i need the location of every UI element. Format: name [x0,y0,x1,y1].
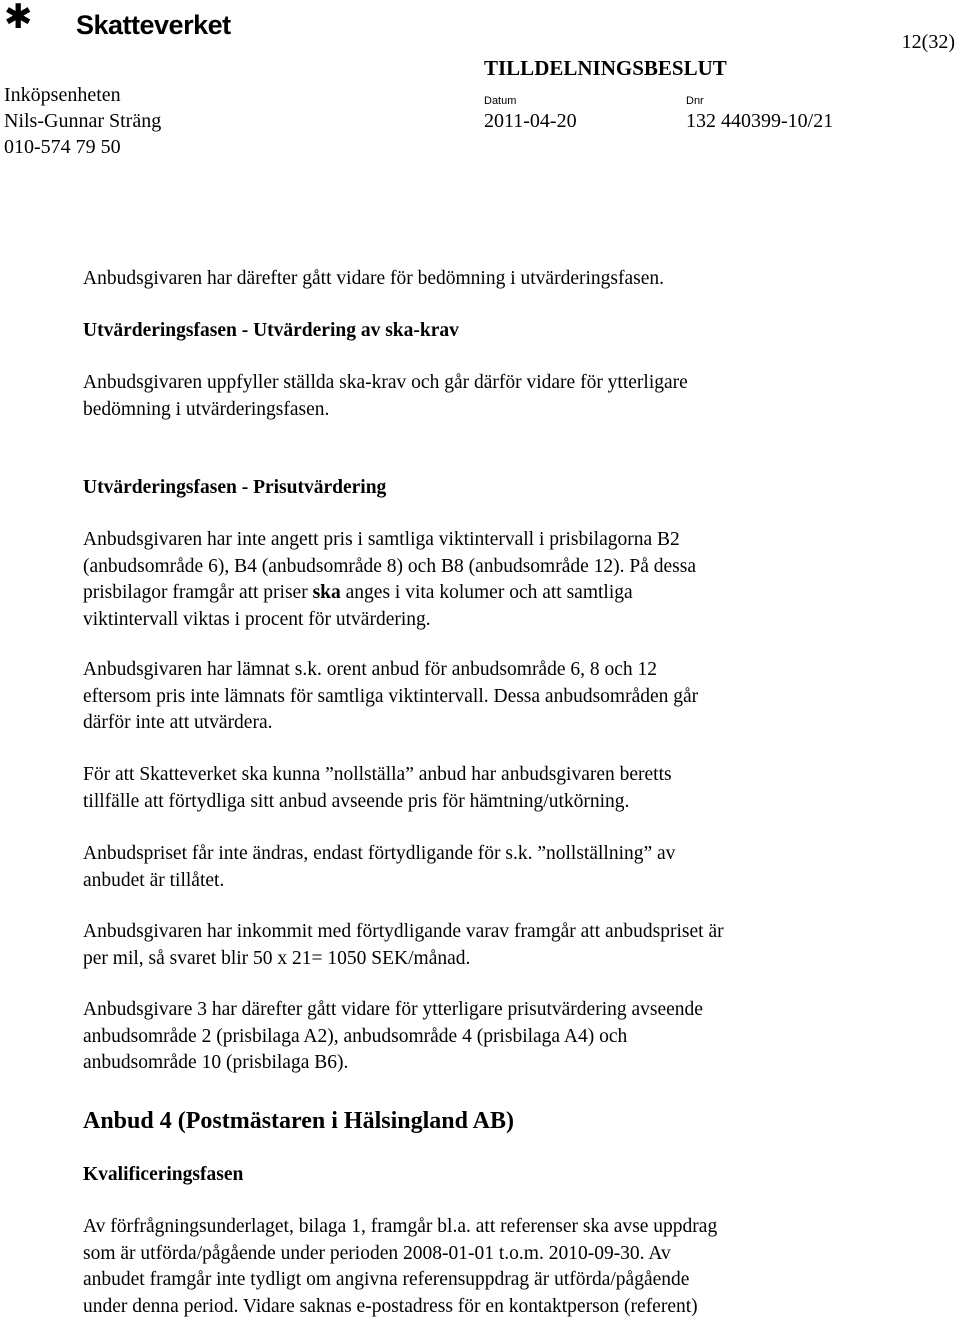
department: Inköpsenheten [4,84,121,106]
paragraph-4 [83,657,853,737]
heading-ska-krav: Utvärderingsfasen - Utvärdering av ska-krav [83,320,459,341]
bold-word: ska [312,582,341,603]
text-line: anbudet framgår inte tydligt om angivna referensuppdrag är utförda/pågående [83,1269,690,1290]
text-line: Anbudspriset får inte ändras, endast förtydligande för s.k. ”nollställning” av [83,843,676,864]
text-line: För att Skatteverket ska kunna ”nollställa” anbud har anbudsgivaren beretts [83,764,672,785]
logo-text: Skatteverket [76,10,231,40]
crown-logo-icon: ✱ [4,0,33,37]
text-span: prisbilagor framgår att priser [83,582,313,603]
text-line: under denna period. Vidare saknas e-postadress för en kontaktperson (referent) [83,1295,698,1317]
paragraph-9 [83,1214,853,1320]
text-line: anbudsområde 10 (prisbilaga B6). [83,1052,349,1073]
paragraph-3 [83,527,853,633]
heading-prisutvardering: Utvärderingsfasen - Prisutvärdering [83,477,387,498]
text-line: Anbudsgivaren har därefter gått vidare för bedömning i utvärderingsfasen. [83,268,665,289]
dnr-label: Dnr [686,95,704,107]
text-line: Anbudsgivaren har inkommit med förtydligande varav framgår att anbudspriset är [83,921,724,942]
date-label: Datum [484,95,517,107]
paragraph-6 [83,841,853,894]
date-value: 2011-04-20 [484,110,577,132]
heading-kvalificeringsfasen: Kvalificeringsfasen [83,1164,244,1185]
heading-anbud-4: Anbud 4 (Postmästaren i Hälsingland AB) [83,1108,514,1134]
text-line: Anbudsgivare 3 har därefter gått vidare för ytterligare prisutvärdering avseende [83,999,703,1020]
dnr-value: 132 440399-10/21 [686,110,834,132]
paragraph-5 [83,762,853,815]
text-line: Anbudsgivaren har lämnat s.k. orent anbud för anbudsområde 6, 8 och 12 [83,659,658,680]
paragraph-7 [83,919,853,972]
paragraph-1 [83,266,853,293]
contact-name: Nils-Gunnar Sträng [4,110,162,132]
text-line: eftersom pris inte lämnats för samtliga viktintervall. Dessa anbudsområden går [83,685,699,707]
text-line: anbudsområde 2 (prisbilaga A2), anbudsområde 4 (prisbilaga A4) och [83,1025,628,1047]
text-line: Anbudsgivaren har inte angett pris i samtliga viktintervall i prisbilagorna B2 [83,529,680,550]
text-line: Anbudsgivaren uppfyller ställda ska-krav och går därför vidare för ytterligare [83,372,688,393]
text-line: per mil, så svaret blir 50 x 21= 1050 SEK/månad. [83,947,471,969]
text-line: bedömning i utvärderingsfasen. [83,398,330,420]
text-line: därför inte att utvärdera. [83,712,273,733]
text-line: anbudet är tillåtet. [83,869,225,891]
paragraph-2 [83,370,853,423]
phone-number: 010-574 79 50 [4,136,121,158]
text-line: tillfälle att förtydliga sitt anbud avseende pris för hämtning/utkörning. [83,790,630,812]
text-line [83,580,853,607]
document-title: TILLDELNINGSBESLUT [484,56,727,80]
page-number: 12(32) [901,31,955,53]
text-line: viktintervall viktas i procent för utvärdering. [83,608,431,630]
text-span: anges i vita kolumer och att samtliga [340,582,633,603]
text-line: (anbudsområde 6), B4 (anbudsområde 8) och B8 (anbudsområde 12). På dessa [83,555,697,577]
text-line: Av förfrågningsunderlaget, bilaga 1, framgår bl.a. att referenser ska avse uppdrag [83,1216,718,1237]
paragraph-8 [83,997,853,1077]
text-line: som är utförda/pågående under perioden 2008-01-01 t.o.m. 2010-09-30. Av [83,1242,671,1264]
